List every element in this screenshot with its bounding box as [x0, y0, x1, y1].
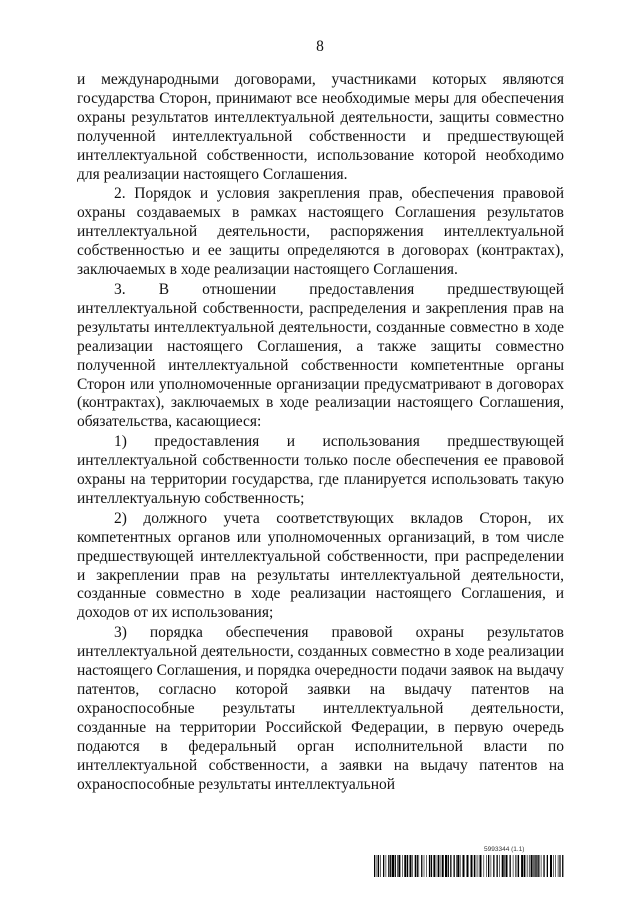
page-number: 8 [316, 38, 324, 55]
document-body [77, 71, 564, 794]
barcode [374, 855, 564, 877]
paragraph-intro: и международными договорами, участниками которых являются государства Сторон, принимают все необходимые меры для обеспечения охраны результатов интеллектуальной деятельности, защиты совместно полученной интеллектуальной собственности и предшествующей интеллектуальной собственности, использование которой необходимо для реализации настоящего Соглашения. [77, 71, 564, 183]
paragraph-clause-2: 2. Порядок и условия закрепления прав, обеспечения правовой охраны создаваемых в рамках настоящего Соглашения результатов интеллектуальной деятельности, распоряжения интеллектуальной собственностью и ее защиты определяются в договорах (контрактах), заключаемых в ходе реализации настоящего Соглашения. [77, 185, 564, 279]
paragraph-clause-3: 3. В отношении предоставления предшествующей интеллектуальной собственности, распределения и закрепления прав на результаты интеллектуальной деятельности, созданные совместно в ходе реализации настоящего Соглашения, а также защиты совместно полученной интеллектуальной собственности компетентные органы Сторон или уполномоченные организации предусматривают в договорах (контрактах), заключаемых в ходе реализации настоящего Соглашения, обязательства, касающиеся: [77, 280, 564, 431]
document-id: 5993344 (1.1) [484, 846, 525, 853]
paragraph-item-2: 2) должного учета соответствующих вкладов Сторон, их компетентных органов или уполномоченных организаций, в том числе предшествующей интеллектуальной собственности, при распределении и закреплении прав на результаты интеллектуальной деятельности, созданные совместно в ходе реализации настоящего Соглашения, и доходов от их использования; [77, 509, 564, 622]
paragraph-item-3: 3) порядка обеспечения правовой охраны результатов интеллектуальной деятельности, созданных совместно в ходе реализации настоящего Соглашения, и порядка очередности подачи заявок на выдачу патентов, согласно которой заявки на выдачу патентов на охраноспособные результаты интеллектуальной деятельности, созданные на территории Российской Федерации, в первую очередь подаются в федеральный орган исполнительной власти по интеллектуальной собственности, а заявки на выдачу патентов на охраноспособные результаты интеллектуальной [77, 624, 564, 793]
paragraph-item-1: 1) предоставления и использования предшествующей интеллектуальной собственности только после обеспечения ее правовой охраны на территории государства, где планируется использовать такую интеллектуальную собственность; [77, 433, 564, 507]
